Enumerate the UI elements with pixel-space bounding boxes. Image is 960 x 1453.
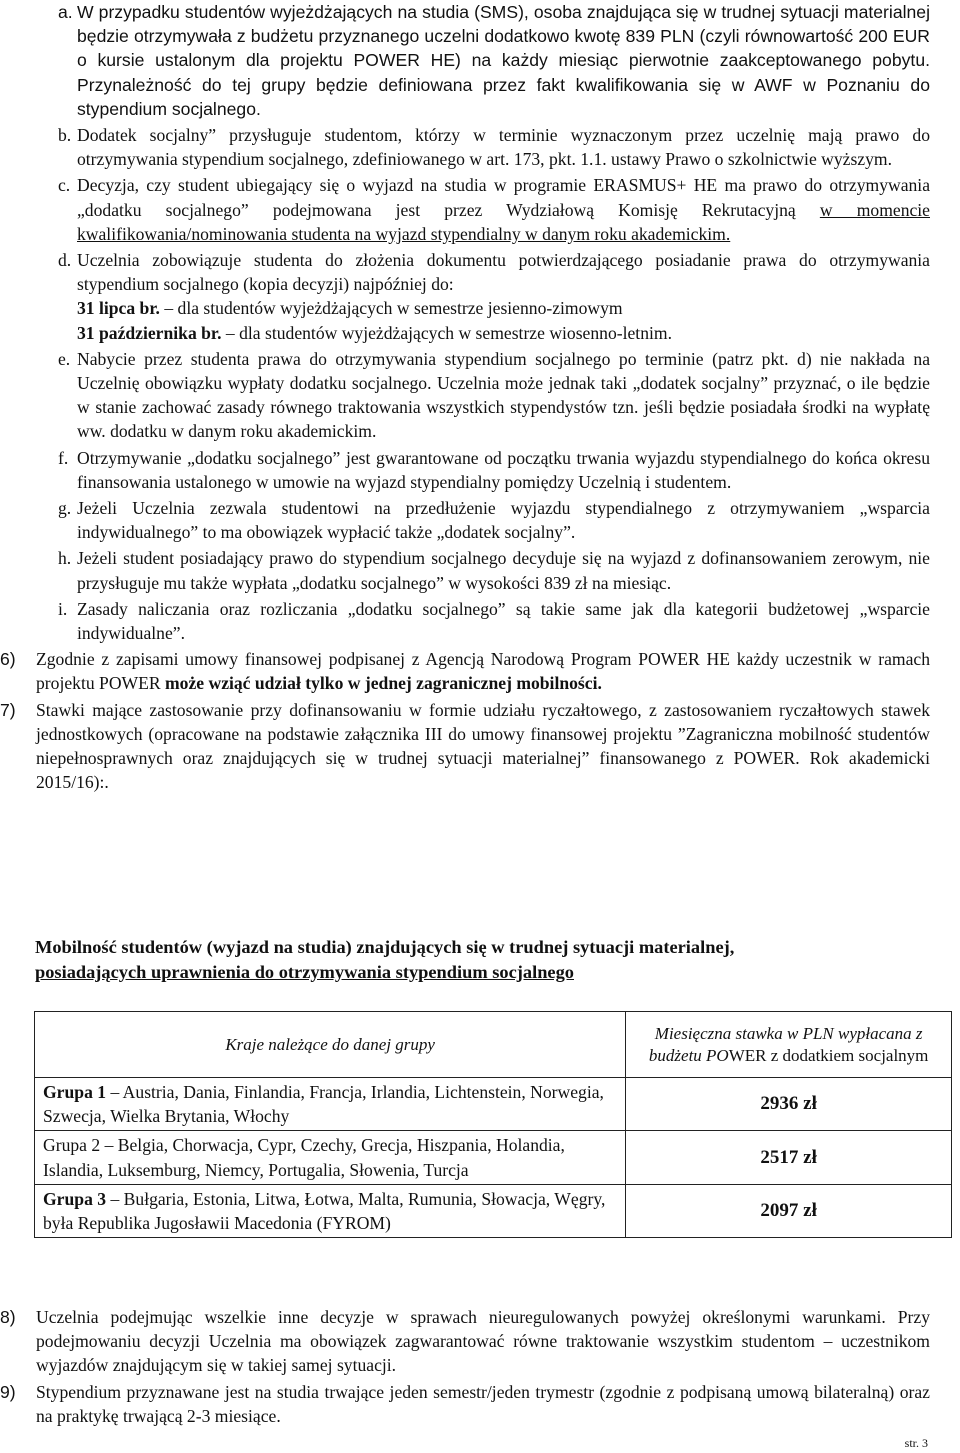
item-8	[0, 1305, 960, 1378]
item-a	[0, 0, 960, 121]
item-c	[0, 173, 960, 246]
rate-amount: 2097 zł	[626, 1184, 952, 1237]
item-d	[0, 248, 960, 345]
group-label: Grupa 1	[43, 1082, 107, 1102]
item-text: Stawki mające zastosowanie przy dofinansowaniu w formie udziału ryczałtowego, z zastosowaniem ryczałtowych stawek jednostkowych (opracowane na podstawie załącznika III do umowy finansowej projektu ”Zagraniczna mobilność studentów niepełnosprawnych oraz znajdujących się w trudnej sytuacji materialnej” finansowanego z POWER. Rok akademicki 2015/16):.	[36, 699, 930, 793]
item-text: Dodatek socjalny” przysługuje studentom, którzy w terminie wyznaczonym przez uczelnię mają prawo do otrzymywania stypendium socjalnego, zdefiniowanego w art. 173, pkt. 1.1. ustawy Prawo o szkolnictwie wyższym.	[77, 125, 930, 170]
header-rate-italic: Miesięczna stawka w PLN wypłacana z budżetu PO	[648, 1023, 923, 1065]
item-7	[0, 698, 960, 795]
item-marker: 8)	[0, 1307, 16, 1327]
item-e	[0, 347, 960, 444]
group-cell	[35, 1078, 626, 1131]
item-marker: f.	[58, 447, 69, 468]
deadline-1	[77, 296, 930, 320]
header-rate	[626, 1012, 952, 1078]
rate-amount: 2936 zł	[626, 1078, 952, 1131]
deadline-desc: – dla studentów wyjeżdżających w semestrze wiosenno-letnim.	[221, 322, 672, 343]
header-countries: Kraje należące do danej grupy	[35, 1012, 626, 1078]
item-text: Zgodnie z zapisami umowy finansowej podpisanej z Agencją Narodową Program POWER HE każdy uczestnik w ramach projektu POWER	[36, 649, 930, 694]
section-heading	[35, 935, 734, 984]
item-f	[0, 446, 960, 494]
item-marker: g.	[58, 498, 72, 519]
header-rate-rest: WER z dodatkiem socjalnym	[728, 1045, 929, 1065]
item-i	[0, 597, 960, 645]
item-text: Uczelnia podejmując wszelkie inne decyzje w sprawach nieuregulowanych powyżej określonymi warunkami. Przy podejmowaniu decyzji Uczelnia ma obowiązek zagwarantować równe traktowanie wszystkim studentom – uczestnikom wyjazdów znajdującym się w takiej samej sytuacji.	[36, 1307, 930, 1376]
item-marker: 6)	[0, 649, 16, 670]
item-text: Jeżeli Uczelnia zezwala studentowi na przedłużenie wyjazdu stypendialnego z otrzymywaniem „wsparcia indywidualnego” to ma obowiązek wypłacić także „dodatek socjalny”.	[77, 498, 930, 543]
item-marker: 9)	[0, 1381, 16, 1402]
heading-line-1: Mobilność studentów (wyjazd na studia) znajdujących się w trudnej sytuacji materialnej,	[35, 937, 735, 957]
table-row	[35, 1184, 952, 1237]
item-marker: c.	[58, 175, 71, 196]
table-header-row	[35, 1012, 952, 1078]
item-marker: d.	[58, 250, 72, 271]
item-b	[0, 123, 960, 171]
group-label: Grupa 3	[43, 1188, 107, 1209]
rate-amount: 2517 zł	[626, 1131, 952, 1184]
item-g	[0, 496, 960, 544]
group-label: Grupa 2	[43, 1135, 101, 1156]
item-6	[0, 647, 960, 695]
deadline-date: 31 lipca br.	[77, 298, 160, 319]
item-9	[0, 1380, 960, 1428]
table-row	[35, 1131, 952, 1184]
item-text: Otrzymywanie „dodatku socjalnego” jest gwarantowane od początku trwania wyjazdu stypendialnego do końca okresu finansowania ustalonego w umowie na wyjazd stypendialny pomiędzy Uczelnią i studentem.	[77, 447, 930, 492]
rates-table	[34, 1011, 952, 1238]
item-marker: b.	[58, 125, 72, 146]
page-number: str. 3	[904, 1436, 928, 1450]
item-text: Decyzja, czy student ubiegający się o wyjazd na studia w programie ERASMUS+ HE ma prawo do otrzymywania „dodatku socjalnego” podejmowana jest przez Wydziałową Komisję Rekrutacyjną	[77, 175, 930, 220]
item-text: Jeżeli student posiadający prawo do stypendium socjalnego decyduje się na wyjazd z dofinansowaniem zerowym, nie przysługuje mu także wypłata „dodatku socjalnego” w wysokości 839 zł na miesiąc.	[77, 548, 930, 593]
heading-line-2: posiadających uprawnienia do otrzymywania stypendium socjalnego	[35, 961, 574, 982]
item-text: Stypendium przyznawane jest na studia trwające jeden semestr/jeden trymestr (zgodnie z podpisaną umową bilateralną) oraz na praktykę trwającą 2-3 miesiące.	[36, 1381, 930, 1426]
item-text: W przypadku studentów wyjeżdżających na studia (SMS), osoba znajdująca się w trudnej sytuacji materialnej będzie otrzymywała z budżetu przyznanego uczelni dodatkowo kwotę 839 PLN (czyli równowartość 200 EUR o kursie ustalonym dla projektu POWER HE) na każdy miesiąc pierwotnie zaakceptowanego pobytu. Przynależność do tej grupy będzie definiowana przez fakt kwalifikowania się w AWF w Poznaniu do stypendium socjalnego.	[77, 2, 930, 119]
item-marker: 7)	[0, 699, 16, 720]
group-countries: – Austria, Dania, Finlandia, Francja, Irlandia, Lichtenstein, Norwegia, Szwecja, Wielka Brytania, Włochy	[43, 1082, 604, 1127]
item-marker: e.	[58, 348, 71, 369]
item-text-underlined: w momencie kwalifikowania/nominowania studenta na wyjazd stypendialny w danym roku akademickim.	[77, 199, 930, 244]
item-marker: a.	[58, 2, 73, 22]
deadline-date: 31 października br.	[77, 322, 222, 343]
group-cell	[35, 1131, 626, 1184]
group-countries: – Bułgaria, Estonia, Litwa, Łotwa, Malta, Rumunia, Słowacja, Węgry, była Republika Jugosławii Macedonia (FYROM)	[43, 1188, 606, 1234]
item-text-bold: może wziąć udział tylko w jednej zagranicznej mobilności.	[165, 673, 602, 694]
item-text: Uczelnia zobowiązuje studenta do złożenia dokumentu potwierdzającego posiadanie prawa do otrzymywania stypendium socjalnego (kopia decyzji) najpóźniej do:	[77, 250, 930, 295]
group-countries: – Belgia, Chorwacja, Cypr, Czechy, Grecja, Hiszpania, Holandia, Islandia, Luksemburg, Niemcy, Portugalia, Słowenia, Turcja	[43, 1135, 565, 1180]
item-marker: h.	[58, 548, 72, 569]
item-h	[0, 546, 960, 594]
item-text: Nabycie przez studenta prawa do otrzymywania stypendium socjalnego po terminie (patrz pkt. d) nie nakłada na Uczelnię obowiązku wypłaty dodatku socjalnego. Uczelnia może jednak taki „dodatek socjalny” przyznać, o ile będzie w stanie zachować zasady równego traktowania wszystkich stypendystów tzn. jeśli będzie posiadała środki na wypłatę ww. dodatku w danym roku akademickim.	[77, 348, 930, 442]
item-text: Zasady naliczania oraz rozliczania „dodatku socjalnego” są takie same jak dla kategorii budżetowej „wsparcie indywidualne”.	[77, 598, 930, 644]
deadline-2	[77, 321, 930, 345]
table-row	[35, 1078, 952, 1131]
deadline-desc: – dla studentów wyjeżdżających w semestrze jesienno-zimowym	[159, 298, 623, 319]
item-marker: i.	[58, 598, 68, 619]
group-cell	[35, 1184, 626, 1237]
closing-items	[0, 1305, 960, 1428]
